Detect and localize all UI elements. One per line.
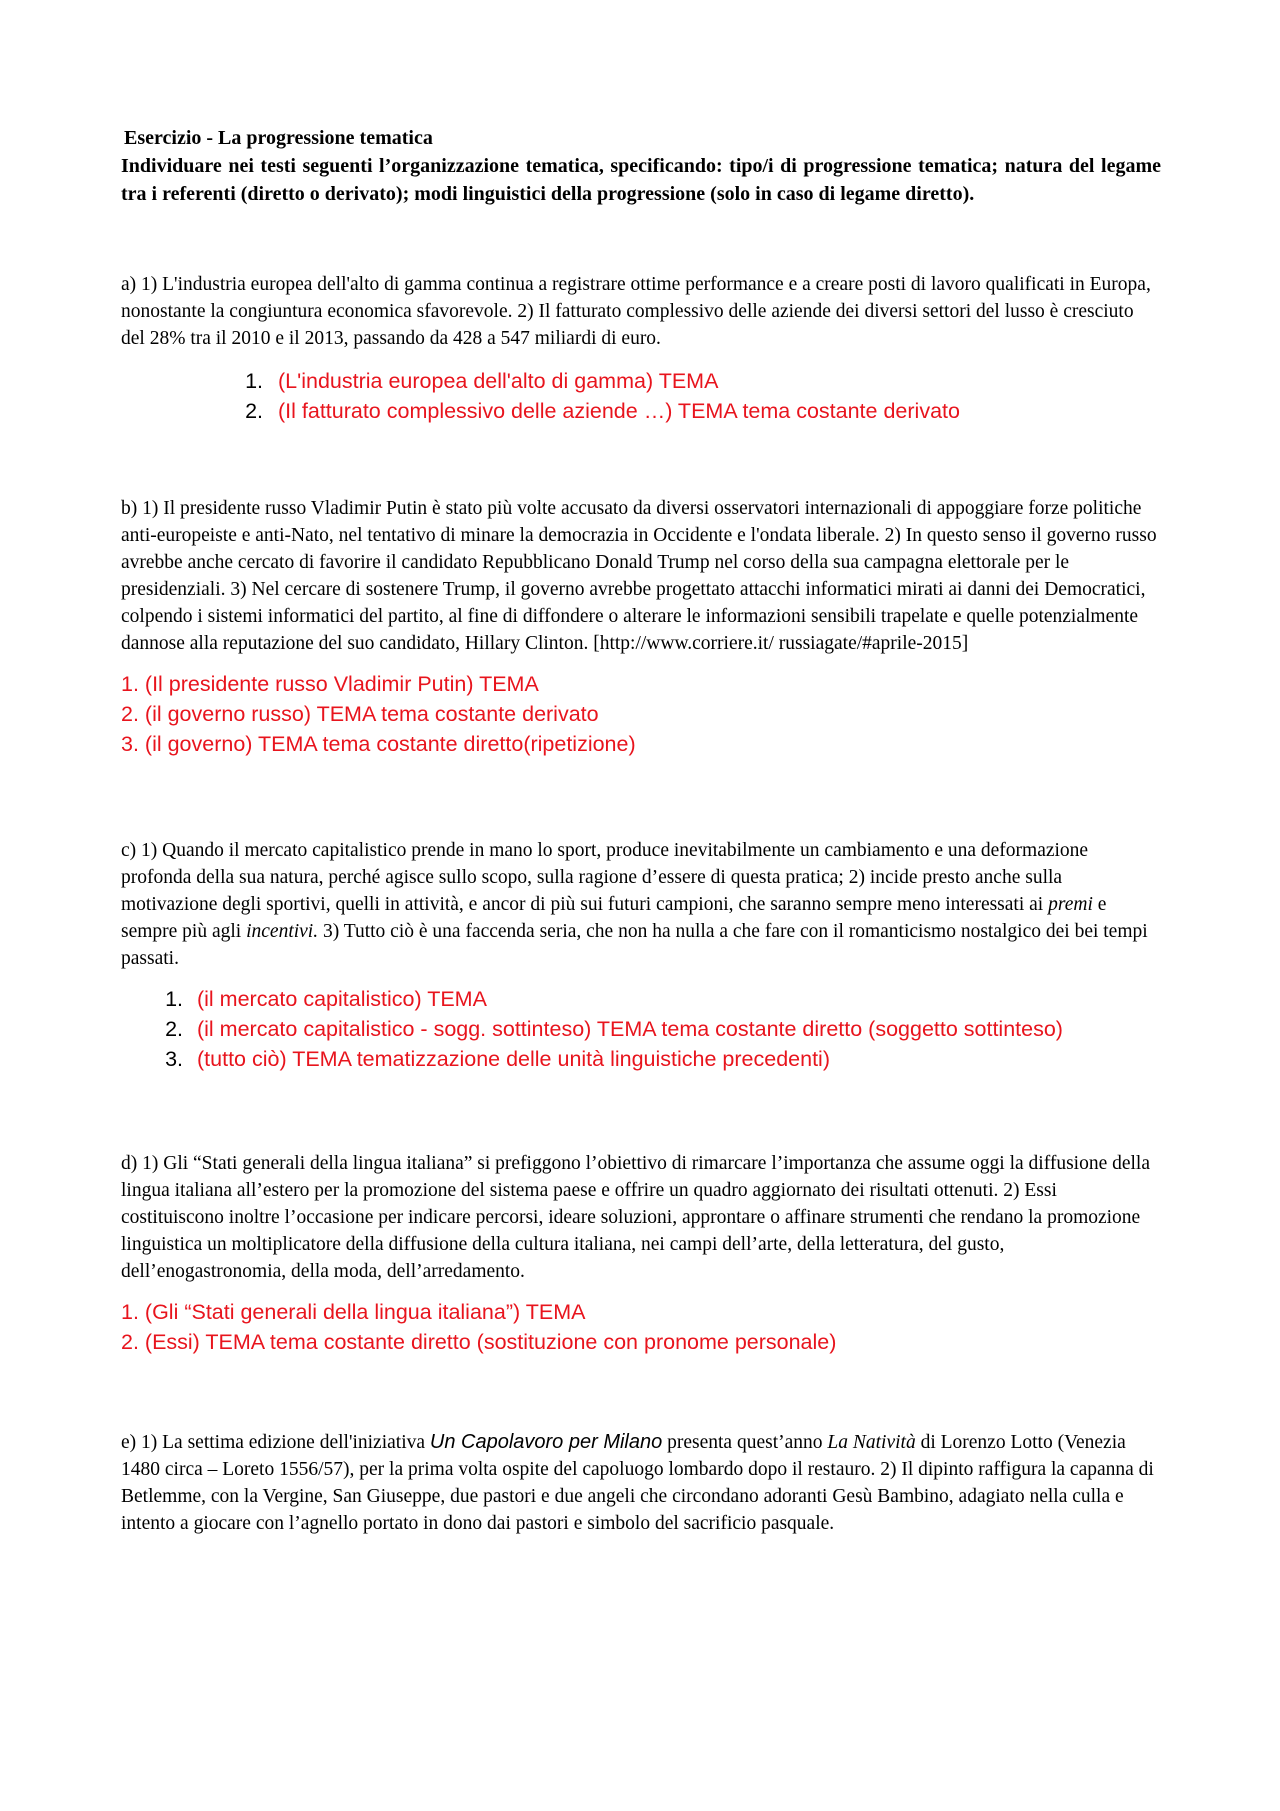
answer-b-2: 2. (il governo russo) TEMA tema costante derivato (121, 702, 599, 726)
answer-b-1: 1. (Il presidente russo Vladimir Putin) TEMA (121, 672, 539, 696)
document-page (121, 124, 1161, 1537)
exercise-text-a: a) 1) L'industria europea dell'alto di gamma continua a registrare ottime performance e a creare posti di lavoro qualificati in Europa, nonostante la congiuntura economica sfavorevole. 2) Il fatturato complessivo delle aziende dei diversi settori del lusso è cresciuto del 28% tra il 2010 e il 2013, passando da 428 a 547 miliardi di euro. (121, 274, 1151, 349)
answer-a-1: 1. (L'industria europea dell'alto di gamma) TEMA (245, 369, 719, 393)
answers-b (121, 669, 1161, 759)
exercise-text-e: e) 1) La settima edizione dell'iniziativa Un Capolavoro per Milano presenta quest’anno La Natività di Lorenzo Lotto (Venezia 1480 circa – Loreto 1556/57), per la prima volta ospite del capoluogo lombardo dopo il restauro. 2) Il dipinto raffigura la capanna di Betlemme, con la Vergine, San Giuseppe, due pastori e due angeli che circondano adoranti Gesù Bambino, adagiato nella culla e intento a giocare con l’agnello portato in dono dai pastori e simbolo del sacrificio pasquale. (121, 1431, 1154, 1534)
exercise-instructions: Individuare nei testi seguenti l’organizzazione tematica, specificando: tipo/i di progressione tematica; natura del legame tra i referenti (diretto o derivato); modi linguistici della progressione (solo in caso di legame diretto). (121, 155, 1161, 205)
answer-c-1: 1. (il mercato capitalistico) TEMA (165, 987, 487, 1011)
exercise-text-d: d) 1) Gli “Stati generali della lingua italiana” si prefiggono l’obiettivo di rimarcare l’importanza che assume oggi la diffusione della lingua italiana all’estero per la promozione del sistema paese e offrire un quadro aggiornato dei risultati ottenuti. 2) Essi costituiscono inoltre l’occasione per indicare percorsi, ideare soluzioni, approntare o affinare strumenti che rendano la promozione linguistica un moltiplicatore della diffusione della cultura italiana, nei campi dell’arte, della letteratura, del gusto, dell’enogastronomia, della moda, dell’arredamento. (121, 1153, 1151, 1282)
answer-c-3: 3. (tutto ciò) TEMA tematizzazione delle unità linguistiche precedenti) (165, 1047, 830, 1071)
answers-d (121, 1297, 1161, 1357)
answer-c-2: 2. (il mercato capitalistico - sogg. sottinteso) TEMA tema costante diretto (soggetto sottinteso) (165, 1017, 1063, 1041)
answer-d-2: 2. (Essi) TEMA tema costante diretto (sostituzione con pronome personale) (121, 1330, 837, 1354)
exercise-text-b: b) 1) Il presidente russo Vladimir Putin è stato più volte accusato da diversi osservatori internazionali di appoggiare forze politiche anti-europeiste e anti-Nato, nel tentativo di minare la democrazia in Occidente e l'ondata liberale. 2) In questo senso il governo russo avrebbe anche cercato di favorire il candidato Repubblicano Donald Trump nel corso della sua campagna elettorale per le presidenziali. 3) Nel cercare di sostenere Trump, il governo avrebbe progettato attacchi informatici mirati ai danni dei Democratici, colpendo i sistemi informatici del partito, al fine di diffondere o alterare le informazioni sensibili trapelate e quelle potenzialmente dannose alla reputazione del suo candidato, Hillary Clinton. [http://www.corriere.it/ russiagate/#aprile-2015] (121, 498, 1157, 654)
answer-a-2: 2. (Il fatturato complessivo delle aziende …) TEMA tema costante derivato (245, 399, 960, 423)
answers-c (121, 984, 1161, 1074)
answer-d-1: 1. (Gli “Stati generali della lingua italiana”) TEMA (121, 1300, 586, 1324)
exercise-title: Esercizio - La progressione tematica (124, 127, 433, 149)
answer-b-3: 3. (il governo) TEMA tema costante diretto(ripetizione) (121, 732, 636, 756)
answers-a (121, 366, 1161, 426)
exercise-text-c: c) 1) Quando il mercato capitalistico prende in mano lo sport, produce inevitabilmente un cambiamento e una deformazione profonda della sua natura, perché agisce sullo scopo, sulla ragione d’essere di questa pratica; 2) incide presto anche sulla motivazione degli sportivi, quelli in attività, e ancor di più sui futuri campioni, che saranno sempre meno interessati ai premi e sempre più agli incentivi. 3) Tutto ciò è una faccenda seria, che non ha nulla a che fare con il romanticismo nostalgico dei bei tempi passati. (121, 840, 1148, 969)
